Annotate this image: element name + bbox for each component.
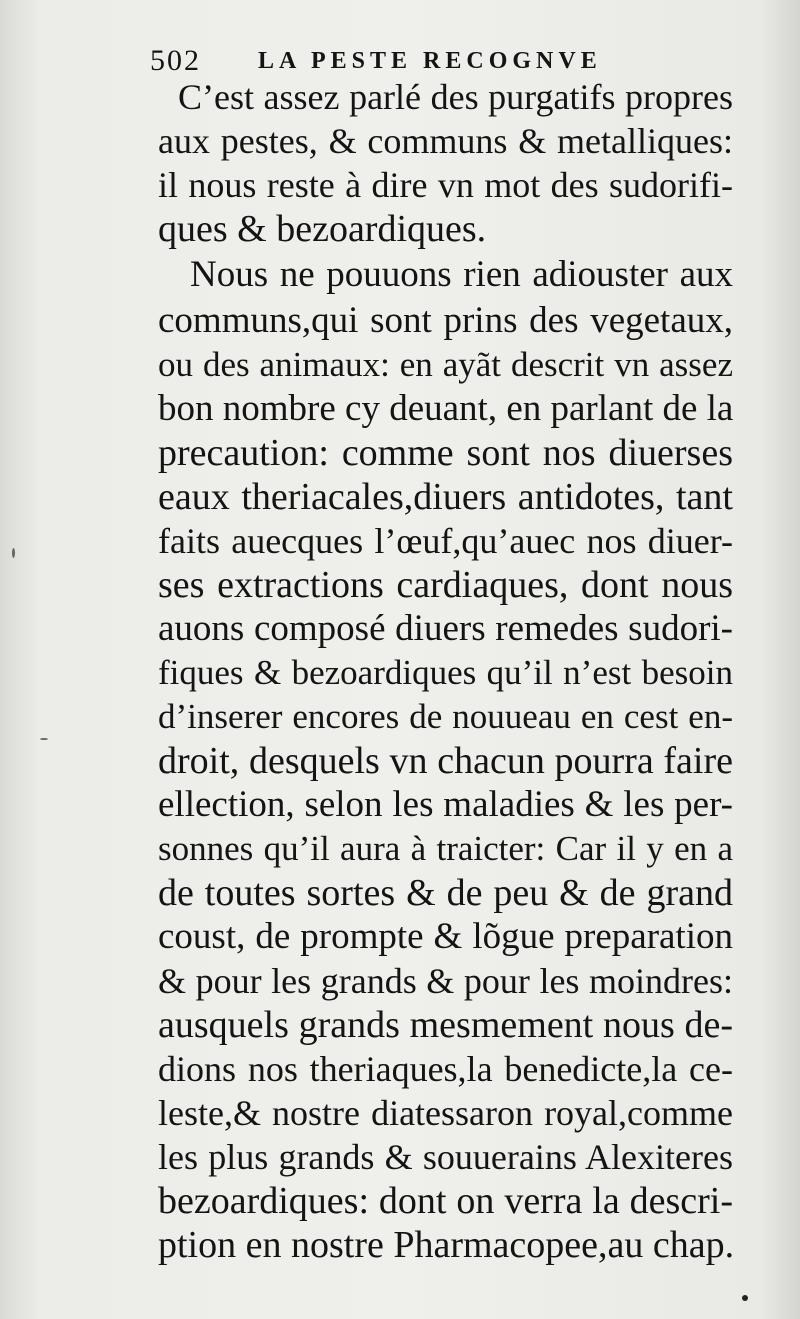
text-line: aux pestes, & communs & metalliques: [158,121,733,161]
text-line: coust, de prompte & lõgue preparation [158,916,733,957]
text-line: Nous ne pouuons rien adiouster aux [190,254,733,295]
running-title: LA PESTE RECOGNVE [258,48,602,74]
text-line: faits auecques l’œuf,qu’auec nos diuer- [158,521,733,561]
text-line: C’est assez parlé des purgatifs propres [178,77,733,117]
text-line: precaution: comme sont nos diuerses [158,432,733,474]
text-line: ques & bezoardiques. [158,208,487,250]
text-line: eaux theriacales,diuers antidotes, tant [158,476,733,518]
text-line: communs,qui sont prins des vegetaux, [158,300,733,341]
paper-speck [12,548,15,558]
text-line: ption en nostre Pharmacopee,au chap. [158,1224,735,1266]
text-line: auons composé diuers remedes sudori- [158,608,733,649]
text-line: & pour les grands & pour les moindres: [158,961,733,1001]
text-line: bezoardiques: dont on verra la descri- [158,1180,733,1222]
text-line: leste,& nostre diatessaron royal,comme [158,1093,733,1133]
text-line: droit, desquels vn chacun pourra faire [158,740,733,782]
text-line: sonnes qu’il aura à traicter: Car il y en a [158,829,733,868]
text-line: il nous reste à dire vn mot des sudorifi- [158,165,733,205]
text-line: ellection, selon les maladies & les per- [158,784,733,825]
page-number: 502 [150,44,201,77]
text-line: ou des animaux: en ayãt descrit vn assez [158,345,733,384]
text-line: ses extractions cardiaques, dont nous [158,564,733,606]
text-line: fiques & bezoardiques qu’il n’est besoin [158,653,733,692]
text-line: ausquels grands mesmement nous de- [158,1004,733,1046]
text-line: dions nos theriaques,la benedicte,la ce- [158,1049,733,1089]
text-line: les plus grands & souuerains Alexiteres [158,1137,733,1177]
paper-speck [40,738,48,740]
text-line: de toutes sortes & de peu & de grand [158,872,733,914]
text-line: d’inserer encores de nouueau en cest en- [158,697,733,736]
paper-speck [742,1295,748,1301]
text-line: bon nombre cy deuant, en parlant de la [158,388,734,429]
